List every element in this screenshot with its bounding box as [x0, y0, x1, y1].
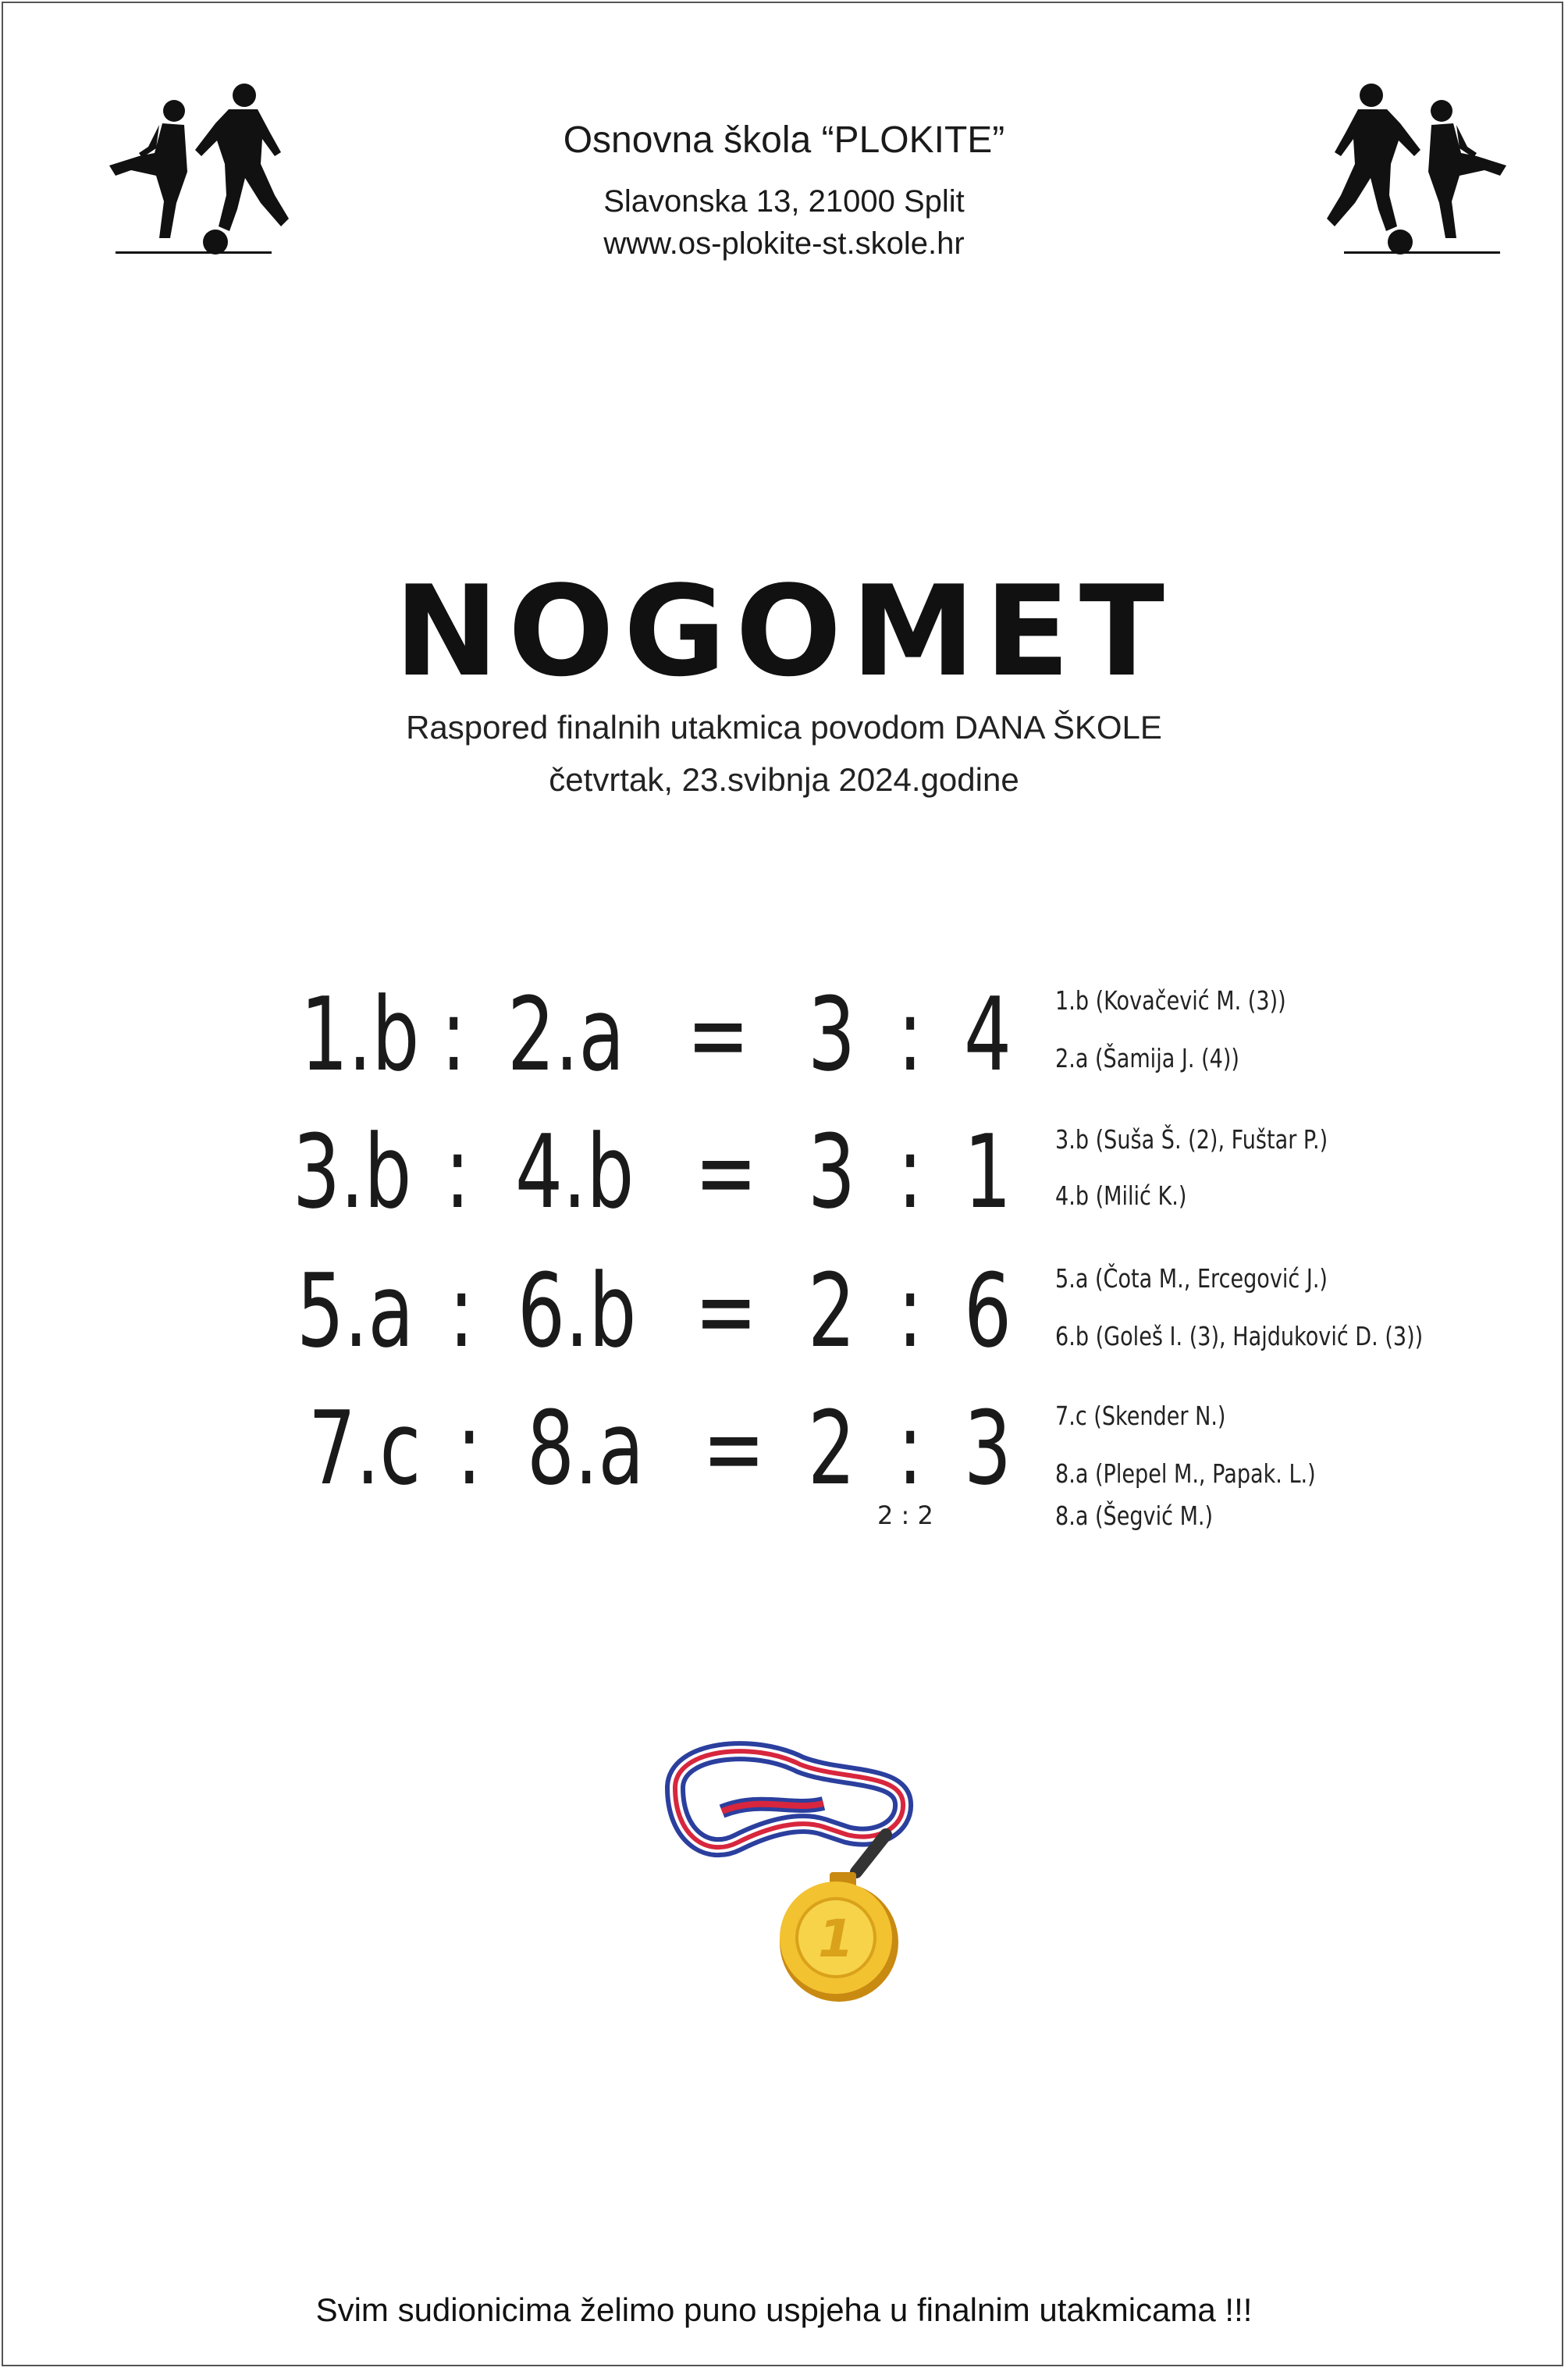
football-players-icon [84, 78, 295, 265]
score-b: 3 [964, 1389, 1012, 1508]
score-separator: : [898, 975, 923, 1094]
equals-sign: = [687, 975, 750, 1094]
team-a: 5.a [297, 1251, 414, 1370]
scorers-team-a: 1.b (Kovačević M. (3)) [1055, 985, 1286, 1016]
scorers-team-b: 2.a (Šamija J. (4)) [1055, 1043, 1239, 1073]
penalty-score: 2 : 2 [877, 1501, 933, 1530]
scorers-team-a: 3.b (Suša Š. (2), Fuštar P.) [1055, 1124, 1328, 1155]
match-row-2 [0, 1113, 1568, 1230]
team-separator: : [457, 1389, 482, 1508]
score-a: 2 [808, 1251, 856, 1370]
team-b: 8.a [527, 1389, 645, 1508]
match-row-1 [0, 976, 1568, 1093]
football-players-icon [1321, 78, 1531, 265]
team-separator: : [445, 1113, 471, 1231]
score-b: 4 [964, 975, 1012, 1094]
page-title: NOGOMET [394, 558, 1174, 704]
team-a: 3.b [293, 1113, 412, 1231]
gold-medal-icon [652, 1741, 917, 2006]
score-separator: : [898, 1389, 923, 1508]
school-address: Slavonska 13, 21000 Split [603, 184, 965, 219]
score-separator: : [898, 1251, 923, 1370]
score-b: 6 [964, 1251, 1012, 1370]
equals-sign: = [702, 1389, 766, 1508]
scorers-team-a: 5.a (Čota M., Ercegović J.) [1055, 1263, 1328, 1294]
scorers-team-b: 6.b (Goleš I. (3), Hajduković D. (3)) [1055, 1321, 1424, 1351]
match-row-4 [0, 1389, 1568, 1531]
team-b: 6.b [517, 1251, 637, 1370]
team-separator: : [441, 975, 467, 1094]
school-website: www.os-plokite-st.skole.hr [603, 226, 965, 261]
footer-message: Svim sudionicima želimo puno uspjeha u finalnim utakmicama !!! [315, 2291, 1253, 2328]
score-a: 3 [808, 1113, 856, 1231]
score-a: 3 [808, 975, 856, 1094]
team-b: 4.b [515, 1113, 635, 1231]
subtitle-line-1: Raspored finalnih utakmica povodom DANA ŠKOLE [406, 709, 1162, 746]
equals-sign: = [695, 1113, 758, 1231]
match-row-3 [0, 1252, 1568, 1369]
team-a: 7.c [308, 1389, 421, 1508]
scorers-team-a: 7.c (Skender N.) [1055, 1401, 1226, 1431]
score-b: 1 [964, 1113, 1012, 1231]
score-separator: : [898, 1113, 923, 1231]
scorers-team-b: 8.a (Plepel M., Papak. L.) [1055, 1458, 1316, 1489]
penalty-scorers: 8.a (Šegvić M.) [1055, 1501, 1214, 1531]
team-b: 2.a [507, 975, 625, 1094]
team-a: 1.b [300, 975, 420, 1094]
scorers-team-b: 4.b (Milić K.) [1055, 1180, 1187, 1211]
school-name: Osnovna škola “PLOKITE” [563, 119, 1005, 161]
team-separator: : [449, 1251, 475, 1370]
svg-text:1: 1 [818, 1909, 854, 1969]
score-a: 2 [808, 1389, 856, 1508]
equals-sign: = [695, 1251, 758, 1370]
subtitle-line-2: četvrtak, 23.svibnja 2024.godine [549, 761, 1019, 798]
